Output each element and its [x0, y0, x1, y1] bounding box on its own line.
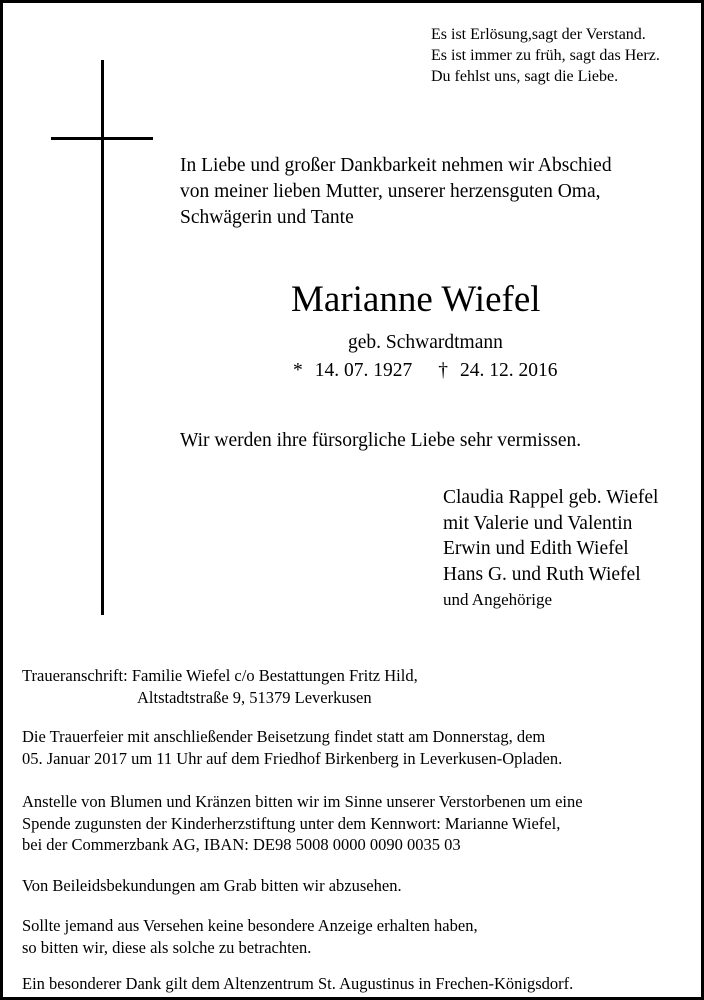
condolence-line: Von Beileidsbekundungen am Grab bitten wir abzusehen. — [22, 876, 402, 895]
intro-line: Schwägerin und Tante — [180, 207, 354, 228]
farewell-message: Wir werden ihre fürsorgliche Liebe sehr vermissen. — [180, 430, 582, 451]
notice-info — [22, 915, 478, 958]
quote-line: Du fehlst uns, sagt die Liebe. — [431, 68, 619, 85]
mourner-line: mit Valerie und Valentin — [443, 512, 633, 534]
birth-star-icon: * — [293, 360, 303, 381]
mourners-list — [443, 485, 658, 613]
thanks-line: Ein besonderer Dank gilt dem Altenzentrum St. Augustinus in Frechen-Königsdorf. — [22, 974, 574, 993]
cross-icon-horizontal — [51, 137, 153, 140]
mourner-line: Erwin und Edith Wiefel — [443, 538, 629, 559]
relatives-line: und Angehörige — [443, 590, 553, 609]
donation-line: Spende zugunsten der Kinderherzstiftung unter dem Kennwort: Marianne Wiefel, — [22, 813, 561, 833]
donation-line: bei der Commerzbank AG, IBAN: DE98 5008 0000 0090 0035 03 — [22, 835, 461, 854]
mourner-line: Claudia Rappel geb. Wiefel — [443, 487, 659, 508]
life-dates — [293, 359, 558, 383]
ceremony-info — [22, 726, 562, 769]
address-line: Altstadtstraße 9, 51379 Leverkusen — [137, 687, 372, 707]
mourning-address — [22, 665, 418, 708]
donation-line: Anstelle von Blumen und Kränzen bitten wir im Sinne unserer Verstorbenen um eine — [22, 792, 583, 811]
address-line: Traueranschrift: Familie Wiefel c/o Bestattungen Fritz Hild, — [22, 666, 418, 685]
quote-line: Es ist Erlösung,sagt der Verstand. — [431, 26, 646, 43]
ceremony-line: Die Trauerfeier mit anschließender Beisetzung findet statt am Donnerstag, dem — [22, 727, 546, 746]
intro-line: In Liebe und großer Dankbarkeit nehmen wir Abschied — [180, 155, 612, 176]
cross-icon-vertical — [101, 60, 104, 615]
birth-date: 14. 07. 1927 — [314, 360, 413, 381]
death-date: 24. 12. 2016 — [460, 360, 558, 381]
quote-line: Es ist immer zu früh, sagt das Herz. — [431, 47, 660, 64]
intro-line: von meiner lieben Mutter, unserer herzensguten Oma, — [180, 181, 601, 202]
ceremony-line: 05. Januar 2017 um 11 Uhr auf dem Friedhof Birkenberg in Leverkusen-Opladen. — [22, 748, 563, 768]
notice-line: Sollte jemand aus Versehen keine besondere Anzeige erhalten haben, — [22, 916, 478, 935]
mourner-line: Hans G. und Ruth Wiefel — [443, 563, 641, 585]
condolence-request — [22, 875, 402, 897]
quote-block — [431, 24, 660, 87]
death-dagger-icon: † — [438, 360, 448, 381]
donation-info — [22, 791, 583, 856]
intro-text — [180, 153, 612, 231]
birth-name: geb. Schwardtmann — [348, 332, 503, 353]
deceased-name: Marianne Wiefel — [291, 279, 541, 320]
thanks-note — [22, 973, 573, 995]
notice-line: so bitten wir, diese als solche zu betrachten. — [22, 937, 312, 957]
